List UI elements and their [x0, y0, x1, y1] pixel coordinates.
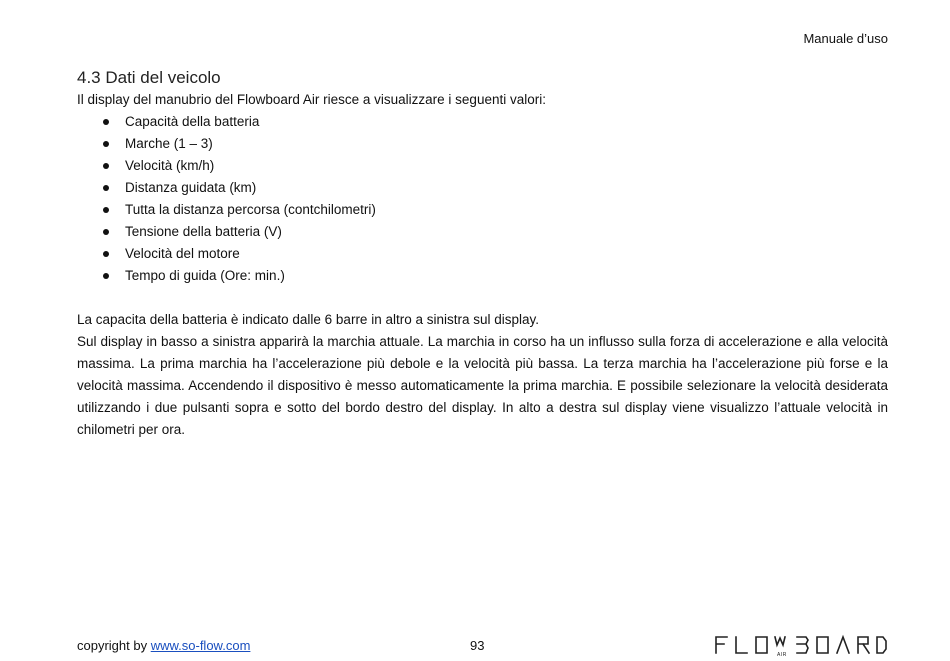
copyright-text: copyright by: [77, 638, 151, 653]
website-link[interactable]: www.so-flow.com: [150, 638, 251, 653]
footer-copyright: [77, 638, 250, 653]
list-item: [77, 111, 888, 133]
list-item-text: Velocità (km/h): [125, 158, 215, 173]
svg-text:AIR: AIR: [777, 652, 787, 657]
list-item: [77, 133, 888, 155]
bullet-icon: [103, 251, 109, 257]
intro-text: Il display del manubrio del Flowboard Air riesce a visualizzare i seguenti valori:: [77, 92, 546, 107]
list-item-text: Distanza guidata (km): [125, 180, 257, 195]
bullet-icon: [103, 207, 109, 213]
main-content: [77, 67, 888, 441]
list-item: [77, 265, 888, 287]
bullet-icon: [103, 185, 109, 191]
list-item-text: Tensione della batteria (V): [125, 224, 282, 239]
value-list: [77, 111, 888, 287]
list-item-text: Capacità della batteria: [125, 114, 260, 129]
bullet-icon: [103, 229, 109, 235]
header-label: Manuale d’uso: [803, 31, 888, 46]
list-item: [77, 243, 888, 265]
paragraph-spacer: [77, 287, 888, 309]
list-item: [77, 177, 888, 199]
list-item: [77, 199, 888, 221]
flowboard-logo: [713, 633, 888, 657]
list-item-text: Marche (1 – 3): [125, 136, 213, 151]
bullet-icon: [103, 163, 109, 169]
list-item-text: Velocità del motore: [125, 246, 240, 261]
gear-paragraph: Sul display in basso a sinistra apparirà la marchia attuale. La marchia in corso ha un influsso sulla forza di accelerazione e alla velocità massima. La prima marchia ha l’accelerazione più debole e la velocità più bassa. La terza marchia ha l’accelerazione più forse e la velocità massima. Accendendo il dispositivo è messo automaticamente la prima marchia. E possibile selezionare la velocità desiderata utilizzando i due pulsanti sopra e sotto del bordo destro del display. In alto a destra sul display viene visualizzo l’attuale velocità in chilometri per ora.: [77, 334, 888, 437]
list-item: [77, 155, 888, 177]
list-item-text: Tutta la distanza percorsa (contchilometri): [125, 202, 376, 217]
bullet-icon: [103, 119, 109, 125]
list-item: [77, 221, 888, 243]
bullet-icon: [103, 141, 109, 147]
bullet-icon: [103, 273, 109, 279]
section-title: 4.3 Dati del veicolo: [77, 68, 221, 87]
battery-paragraph: La capacita della batteria è indicato dalle 6 barre in altro a sinistra sul display.: [77, 312, 540, 327]
page-number: 93: [470, 638, 485, 653]
list-item-text: Tempo di guida (Ore: min.): [125, 268, 285, 283]
